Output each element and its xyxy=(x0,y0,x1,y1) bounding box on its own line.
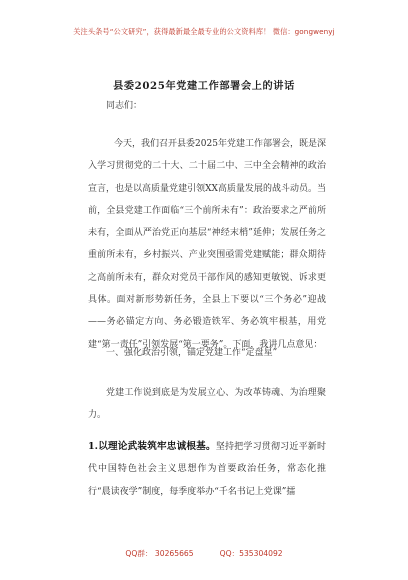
paragraph-section-intro: 党建工作说到底是为发展立心、为改革铸魂、为治理聚力。 xyxy=(88,388,326,421)
point-1-lead: 1.以理论武装筑牢忠诚根基。 xyxy=(88,441,216,452)
paragraph-point-1 xyxy=(88,436,326,503)
footer-qq: QQ：535304092 xyxy=(219,549,283,558)
paragraph-intro: 今天，我们召开县委2025年党建工作部署会，既是深入学习贯彻党的二十大、二十届二中、三中全会精神的政治宣言，也是以高质量党建引领XX高质量发展的战斗动员。当前，全县党建工作面临“三个前所未有”：政治要求之严前所未有，全面从严治党正向基层“神经末梢”延伸；发展任务之重前所未有，乡村振兴、产业突围亟需党建赋能；群众期待之高前所未有，群众对党员干部作风的感知更敏锐、诉求更具体。面对新形势新任务，全县上下要以“三个务必”迎战——务必锚定方向、务必锻造铁军、务必筑牢根基，用党建“第一责任”引领发展“第一要务”。下面，我讲几点意见： xyxy=(88,139,326,350)
greeting: 同志们： xyxy=(106,101,143,111)
document-title: 县委2025年党建工作部署会上的讲话 xyxy=(113,80,295,92)
section-heading-1: 一、强化政治引领，锚定党建工作“定盘星” xyxy=(106,348,278,358)
footer-qq-group: QQ群： 30265665 xyxy=(125,549,194,558)
footer-contact xyxy=(0,548,408,559)
point-1-text: 坚持把学习贯彻习近平新时代中国特色社会主义思想作为首要政治任务，常态化推行“晨读夜学”制度，每季度举办“千名书记上党课”擂 xyxy=(88,442,326,497)
header-note: 关注头条号“公文研究”，获得最新最全最专业的公文资料库！ 微信：gongwenyj xyxy=(73,27,335,36)
